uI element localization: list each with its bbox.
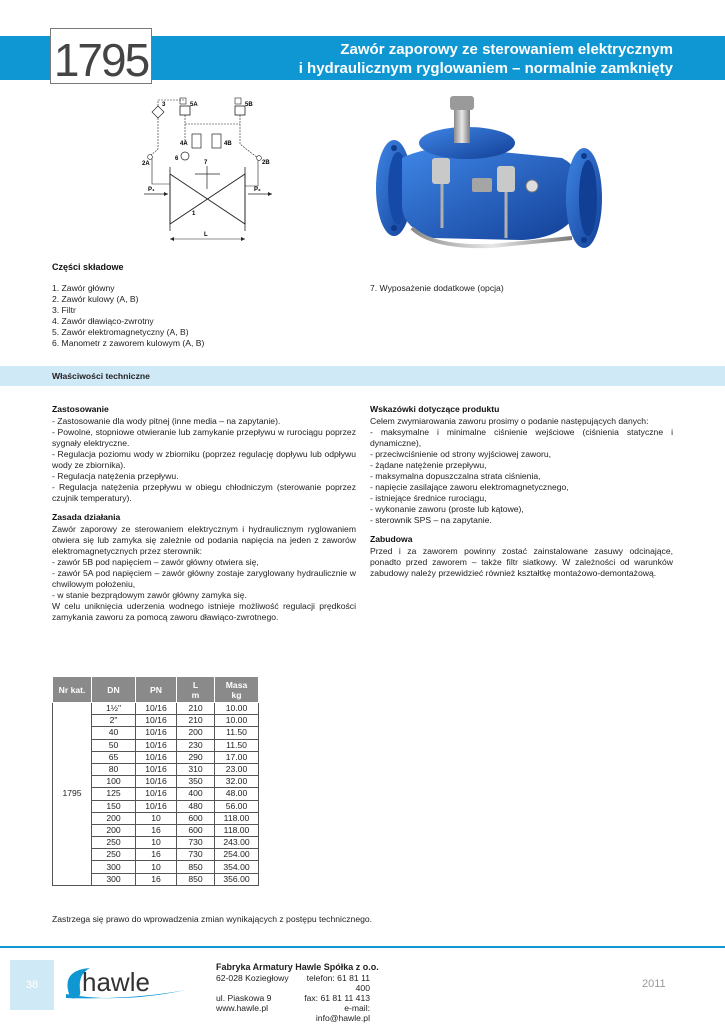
cell-dn: 250 xyxy=(92,837,136,849)
company-address-2: ul. Piaskowa 9 xyxy=(216,993,272,1003)
cell-dn: 65 xyxy=(92,751,136,763)
cell-l: 310 xyxy=(177,763,215,775)
cell-l: 850 xyxy=(177,873,215,885)
list-item: - Regulacja poziomu wody w zbiorniku (poprzez regulację dopływu lub odpływu wody ze zbiornika). xyxy=(52,449,356,470)
cell-dn: 200 xyxy=(92,812,136,824)
page-title xyxy=(299,40,673,78)
company-phone: telefon: 61 81 11 400 xyxy=(306,973,370,993)
label-p2: P₂ xyxy=(254,187,261,193)
label-5b: 5B xyxy=(245,102,253,108)
cell-dn: 125 xyxy=(92,788,136,800)
table-header-row xyxy=(53,677,259,703)
cell-dn: 300 xyxy=(92,861,136,873)
header-l xyxy=(177,677,215,703)
list-item: - w stanie bezprądowym zawór główny zamyka się. xyxy=(52,590,247,600)
cell-masa: 11.50 xyxy=(215,727,259,739)
cell-l: 290 xyxy=(177,751,215,763)
company-email[interactable]: e-mail: info@hawle.pl xyxy=(315,1003,370,1023)
list-item: - Powolne, stopniowe otwieranie lub zamykanie przepływu w rurociągu poprzez sygnały elektryczne. xyxy=(52,427,356,448)
cell-dn: 40 xyxy=(92,727,136,739)
cell-l: 600 xyxy=(177,824,215,836)
company-website[interactable]: www.hawle.pl xyxy=(216,1003,269,1013)
cell-l: 480 xyxy=(177,800,215,812)
title-line-2: i hydraulicznym ryglowaniem – normalnie zamknięty xyxy=(298,60,673,77)
cell-pn: 10 xyxy=(136,812,177,824)
list-item: - maksymalne i minimalne ciśnienie wejściowe (ciśnienia statyczne i dynamiczne), xyxy=(370,427,673,448)
list-item: 5. Zawór elektromagnetyczny (A, B) xyxy=(52,327,189,337)
label-2a: 2A xyxy=(142,161,150,167)
list-item: - zawór 5B pod napięciem – zawór główny otwiera się, xyxy=(52,557,259,567)
list-item: - sterownik SPS – na zapytanie. xyxy=(370,515,492,525)
cell-dn: 50 xyxy=(92,739,136,751)
model-number: 1795 xyxy=(53,34,149,86)
header-masa-unit: kg xyxy=(231,689,242,700)
right-column xyxy=(370,404,673,579)
cell-pn: 10/16 xyxy=(136,715,177,727)
cell-pn: 16 xyxy=(136,873,177,885)
tech-title: Właściwości techniczne xyxy=(52,371,150,381)
cell-masa: 56.00 xyxy=(215,800,259,812)
list-item: 2. Zawór kulowy (A, B) xyxy=(52,294,139,304)
cell-dn: 100 xyxy=(92,776,136,788)
year: 2011 xyxy=(642,978,666,990)
cell-l: 210 xyxy=(177,715,215,727)
list-item: 7. Wyposażenie dodatkowe (opcja) xyxy=(370,283,504,293)
cell-masa: 10.00 xyxy=(215,703,259,715)
cell-pn: 10/16 xyxy=(136,788,177,800)
list-item: - Regulacja natężenia przepływu. xyxy=(52,471,179,481)
header-nr-kat: Nr kat. xyxy=(53,677,92,703)
company-address-1: 62-028 Koziegłowy xyxy=(216,973,289,983)
cell-pn: 10 xyxy=(136,837,177,849)
label-p1: P₁ xyxy=(148,187,155,193)
cell-dn: 250 xyxy=(92,849,136,861)
parts-extra xyxy=(370,283,504,294)
valve-product-photo xyxy=(372,88,612,268)
list-item: - maksymalna dopuszczalna strata ciśnienia, xyxy=(370,471,541,481)
footer-line xyxy=(0,946,725,948)
list-item: - wykonanie zaworu (proste lub kątowe), xyxy=(370,504,524,514)
header-l-unit: m xyxy=(191,689,200,700)
list-item: - napięcie zasilające zaworu elektromagnetycznego, xyxy=(370,482,569,492)
cell-l: 350 xyxy=(177,776,215,788)
label-5a: 5A xyxy=(190,102,198,108)
header-masa-top: Masa xyxy=(225,679,248,690)
cell-masa: 10.00 xyxy=(215,715,259,727)
table-row xyxy=(53,703,259,715)
cell-masa: 243.00 xyxy=(215,837,259,849)
cell-pn: 16 xyxy=(136,824,177,836)
parts-title: Części składowe xyxy=(52,262,124,272)
header-l-top: L xyxy=(192,679,199,690)
cell-l: 230 xyxy=(177,739,215,751)
list-item: 1. Zawór główny xyxy=(52,283,115,293)
cell-l: 730 xyxy=(177,849,215,861)
header-pn: PN xyxy=(136,677,177,703)
list-item: 3. Filtr xyxy=(52,305,76,315)
cell-masa: 354.00 xyxy=(215,861,259,873)
cell-l: 210 xyxy=(177,703,215,715)
parts-list xyxy=(52,283,352,349)
cell-pn: 10/16 xyxy=(136,739,177,751)
cell-pn: 10/16 xyxy=(136,727,177,739)
cell-l: 850 xyxy=(177,861,215,873)
spec-table xyxy=(52,676,259,886)
label-4a: 4A xyxy=(180,141,188,147)
hawle-logo xyxy=(60,960,190,1004)
zabudowa-text: Przed i za zaworem powinny zostać zainstalowane zasuwy odcinające, ponadto przed zaworem – także filtr siatkowy. W zależności od warunków zabudowy należy przewidzieć również kształtkę montażowo-demontażową. xyxy=(370,546,673,578)
zastosowanie-title: Zastosowanie xyxy=(52,404,109,414)
cell-masa: 48.00 xyxy=(215,788,259,800)
cell-masa: 11.50 xyxy=(215,739,259,751)
list-item: - żądane natężenie przepływu, xyxy=(370,460,487,470)
cell-dn: 300 xyxy=(92,873,136,885)
cell-pn: 16 xyxy=(136,849,177,861)
cell-dn: 80 xyxy=(92,763,136,775)
label-l: L xyxy=(204,232,208,238)
cell-masa: 17.00 xyxy=(215,751,259,763)
cell-masa: 356.00 xyxy=(215,873,259,885)
disclaimer: Zastrzega się prawo do wprowadzenia zmian wynikających z postępu technicznego. xyxy=(52,914,373,924)
list-item: - Regulacja natężenia przepływu w obiegu chłodniczym (sterowanie poprzez czujnik temperatury). xyxy=(52,482,356,503)
wskazowki-intro: Celem zwymiarowania zaworu prosimy o podanie następujących danych: xyxy=(370,416,649,426)
model-number-box xyxy=(50,28,152,84)
zabudowa-title: Zabudowa xyxy=(370,534,413,544)
cell-masa: 254.00 xyxy=(215,849,259,861)
list-item: 6. Manometr z zaworem kulowym (A, B) xyxy=(52,338,205,348)
zasada-title: Zasada działania xyxy=(52,512,121,522)
page-number: 38 xyxy=(25,979,39,991)
list-item: - Zastosowanie dla wody pitnej (inne media – na zapytanie). xyxy=(52,416,281,426)
label-6: 6 xyxy=(175,156,179,162)
cell-nr-kat: 1795 xyxy=(53,703,92,886)
cell-masa: 118.00 xyxy=(215,812,259,824)
label-1: 1 xyxy=(192,211,196,217)
logo-text: hawle xyxy=(82,967,150,997)
left-column xyxy=(52,404,356,623)
cell-dn: 200 xyxy=(92,824,136,836)
company-name: Fabryka Armatury Hawle Spółka z o.o. xyxy=(216,962,379,972)
cell-masa: 118.00 xyxy=(215,824,259,836)
valve-schematic-diagram xyxy=(140,94,275,254)
label-4b: 4B xyxy=(224,141,232,147)
cell-l: 600 xyxy=(177,812,215,824)
company-fax: fax: 61 81 11 413 xyxy=(304,993,370,1003)
header-dn: DN xyxy=(92,677,136,703)
cell-pn: 10/16 xyxy=(136,751,177,763)
title-line-1: Zawór zaporowy ze sterowaniem elektrycznym xyxy=(340,41,673,58)
cell-masa: 23.00 xyxy=(215,763,259,775)
cell-masa: 32.00 xyxy=(215,776,259,788)
cell-pn: 10/16 xyxy=(136,776,177,788)
zasada-intro: Zawór zaporowy ze sterowaniem elektrycznym i hydraulicznym ryglowaniem otwiera się lub zamyka się zależnie od podania napięcia na jeden z zaworów elektromagnetycznych przez sterownik: xyxy=(52,524,356,556)
list-item: - istniejące średnice rurociągu, xyxy=(370,493,487,503)
cell-pn: 10/16 xyxy=(136,800,177,812)
wskazowki-title: Wskazówki dotyczące produktu xyxy=(370,404,500,414)
cell-pn: 10/16 xyxy=(136,763,177,775)
label-7: 7 xyxy=(204,160,208,166)
cell-l: 200 xyxy=(177,727,215,739)
list-item: - zawór 5A pod napięciem – zawór główny zostaje zaryglowany hydraulicznie w chwilowym położeniu, xyxy=(52,568,356,589)
cell-pn: 10 xyxy=(136,861,177,873)
zasada-outro: W celu uniknięcia uderzenia wodnego istnieje możliwość regulacji prędkości zamykania zaworu za pomocą zaworu dławiąco-zwrotnego. xyxy=(52,601,356,622)
header-masa xyxy=(215,677,259,703)
spec-table-body xyxy=(53,703,259,886)
page-number-box xyxy=(10,960,54,1010)
label-3: 3 xyxy=(162,102,166,108)
cell-dn: 2" xyxy=(92,715,136,727)
cell-dn: 1½" xyxy=(92,703,136,715)
cell-dn: 150 xyxy=(92,800,136,812)
list-item: - przeciwciśnienie od strony wyjściowej zaworu, xyxy=(370,449,552,459)
label-2b: 2B xyxy=(262,160,270,166)
cell-l: 730 xyxy=(177,837,215,849)
cell-pn: 10/16 xyxy=(136,703,177,715)
cell-l: 400 xyxy=(177,788,215,800)
company-info xyxy=(216,962,379,1023)
list-item: 4. Zawór dławiąco-zwrotny xyxy=(52,316,154,326)
